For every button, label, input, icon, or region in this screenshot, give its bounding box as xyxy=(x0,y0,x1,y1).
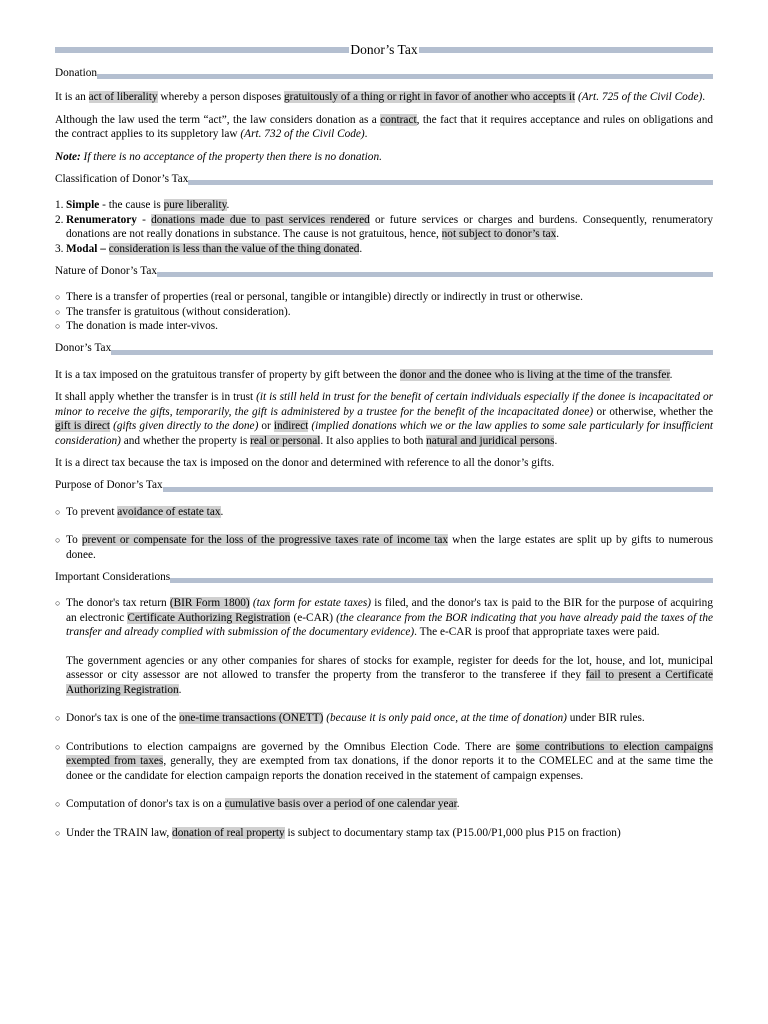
donation-paragraph-2: Although the law used the term “act”, the law considers donation as a contract, the fact that it requires acceptance and rules on obligations and the contract applies to its suppletory law (Art. 732 of the Civil Code). xyxy=(55,113,713,140)
document-page xyxy=(55,40,713,840)
title-bar-left xyxy=(55,47,349,53)
list-item: ○ To prevent avoidance of estate tax. xyxy=(55,505,713,520)
section-heading-classification: Classification of Donor’s Tax xyxy=(55,172,713,186)
list-item: ○ Computation of donor's tax is on a cumulative basis over a period of one calendar year. xyxy=(55,797,713,812)
list-item: ○ The transfer is gratuitous (without consideration). xyxy=(55,305,713,320)
list-item: ○ There is a transfer of properties (real or personal, tangible or intangible) directly or indirectly in trust or otherwise. xyxy=(55,290,713,305)
donation-note: Note: If there is no acceptance of the property then there is no donation. xyxy=(55,150,382,163)
classification-list xyxy=(55,198,713,256)
section-heading-donors-tax: Donor’s Tax xyxy=(55,342,713,356)
considerations-subparagraph: The government agencies or any other companies for shares of stocks for example, register for deeds for the lot, house, and lot, municipal assessor or city assessor are not allowed to transfer the property from the transferor to the transferee if they fail to present a Certificate Authorizing Registration. xyxy=(66,654,713,696)
list-item: ○ Donor's tax is one of the one-time transactions (ONETT) (because it is only paid once, at the time of donation) under BIR rules. xyxy=(55,711,713,726)
section-heading-purpose: Purpose of Donor’s Tax xyxy=(55,479,713,493)
title-row xyxy=(55,40,713,60)
list-item: 2. Renumeratory - donations made due to past services rendered or future services or charges and burdens. Consequently, renumeratory donations are not really donations in substance. The cause is not gratuitous, hence, not subject to donor’s tax. xyxy=(55,213,713,240)
page-title: Donor’s Tax xyxy=(350,41,418,57)
list-item: ○ The donor's tax return (BIR Form 1800) (tax form for estate taxes) is filed, and the donor's tax is paid to the BIR for the purpose of acquiring an electronic Certificate Authorizing Registration (e-CAR) (the clearance from the BOR indicating that you have already paid the taxes of the transfer and already complied with submission of the documentary evidence). The e-CAR is proof that appropriate taxes were paid. The government agencies or any other companies for shares of stocks for example, register for deeds for the lot, house, and lot, municipal assessor or city assessor are not allowed to transfer the property from the transferor to the transferee if they fail to present a Certificate Authorizing Registration. xyxy=(55,596,713,697)
considerations-list xyxy=(55,596,713,840)
title-bar-right xyxy=(419,47,713,53)
list-item: 1. Simple - the cause is pure liberality. xyxy=(55,199,230,211)
section-heading-donation: Donation xyxy=(55,66,713,80)
donors-tax-paragraph-1: It is a tax imposed on the gratuitous transfer of property by gift between the donor and the donee who is living at the time of the transfer. xyxy=(55,368,673,381)
donors-tax-paragraph-2: It shall apply whether the transfer is in trust (it is still held in trust for the benefit of certain individuals especially if the donee is incapacitated or minor to receive the gifts, temporarily, the gift is administered by a trustee for the benefit of the incapacitated donee) or otherwise, whether the gift is direct (gifts given directly to the done) or indirect (implied donations which we or the law applies to some sale particularly for insufficient consideration) and whether the property is real or personal. It also applies to both natural and juridical persons. xyxy=(55,391,714,447)
section-heading-considerations: Important Considerations xyxy=(55,570,713,584)
list-item: 3. Modal – consideration is less than the value of the thing donated. xyxy=(55,242,363,255)
list-item: ○ Under the TRAIN law, donation of real property is subject to documentary stamp tax (P15.00/P1,000 plus P15 on fraction) xyxy=(55,826,713,841)
list-item: ○ Contributions to election campaigns are governed by the Omnibus Election Code. There are some contributions to election campaigns exempted from taxes, generally, they are exempted from tax donations, if the donor reports it to the COMELEC and at the same time the donee or the candidate for election campaign reports the donation received in the statement of campaign expenses. xyxy=(55,740,713,784)
section-heading-nature: Nature of Donor’s Tax xyxy=(55,264,713,278)
donors-tax-paragraph-3: It is a direct tax because the tax is imposed on the donor and determined with reference to all the donor’s gifts. xyxy=(55,457,555,469)
donation-paragraph-1: It is an act of liberality whereby a person disposes gratuitously of a thing or right in favor of another who accepts it (Art. 725 of the Civil Code). xyxy=(55,91,706,103)
nature-list xyxy=(55,290,713,334)
purpose-list xyxy=(55,505,713,563)
list-item: ○ The donation is made inter-vivos. xyxy=(55,319,713,334)
list-item: ○ To prevent or compensate for the loss of the progressive taxes rate of income tax when the large estates are split up by gifts to numerous donee. xyxy=(55,533,713,562)
